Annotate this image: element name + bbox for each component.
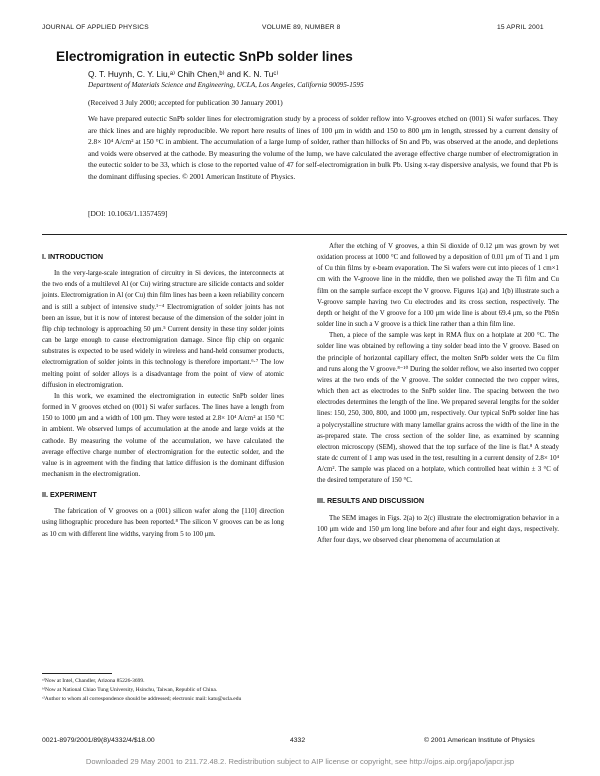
experiment-paragraph-3: Then, a piece of the sample was kept in RMA flux on a hotplate at 200 °C. The solder line was obtained by reflowing a tiny solder bead into the V groove. Based on the principle of horizontal capillary effect, the molten SnPb solder wets the Cu film and runs along the V groove.⁸⁻¹⁰ During the solder reflow, we also inserted two copper wires at the two ends of the V groove. The solder connected the two copper wires, which then act as electrodes to the SnPb solder line. The spacing between the two electrodes determines the length of the line. We prepared several lengths for the solder lines: 150, 250, 300, 800, and 1000 μm, respectively. Our typical SnPb solder line has a polycrystalline structure with many lamellar grains across the width of the line in the as-prepared state. The cross section of the solder line, as examined by scanning electron microscopy (SEM), showed that the top surface of the line is flat.⁸ A steady state dc current of 1 amp was used in the test, resulting in a current density of 2.8× 10⁴ A/cm². The sample was placed on a hotplate, which controlled heat within ± 3 °C of the desired temperature of 150 °C. xyxy=(317,331,559,485)
affiliation: Department of Materials Science and Engineering, UCLA, Los Angeles, California 90095-1595 xyxy=(88,81,364,89)
footnote-b: ᵇ⁾Now at National Chiao Tung University, Hsinchu, Taiwan, Republic of China. xyxy=(42,686,218,693)
journal-name: JOURNAL OF APPLIED PHYSICS xyxy=(42,24,149,31)
page-number: 4332 xyxy=(290,737,306,744)
article-title: Electromigration in eutectic SnPb solder lines xyxy=(56,49,353,64)
header-divider xyxy=(42,234,567,235)
section-heading-introduction: I. INTRODUCTION xyxy=(42,252,104,261)
intro-paragraph-1: In the very-large-scale integration of circuitry in Si devices, the interconnects at the two ends of a multilevel Al (or Cu) wiring structure are silicide contacts and solder joints. Electromigration in Al (or Cu) thin film lines has been a keen reliability concern and is still a subject of intensive study.¹⁻⁴ Electromigration of solder joints has not been an issue, but it is now of interest because of the dimension of the solder joint in flip chip technology is approaching 50 μm.⁵ Current density in these tiny solder joints can be large enough to cause electromigration damage. Since flip chip on organic substrates is expected to be used widely in wireless and hand-held consumer products, electromigration of solder joints in this technology is therefore important.⁶·⁷ The low melting point of solder alloys is a disadvantage from the point of view of atomic diffusion in electromigration. xyxy=(42,269,284,389)
results-paragraph-1: The SEM images in Figs. 2(a) to 2(c) illustrate the electromigration behavior in a 100 μm wide and 150 μm long line before and after four and eight days, respectively. After four days, we observed clear phenomena of accumulation at xyxy=(317,513,559,544)
experiment-paragraph-1: The fabrication of V grooves on a (001) silicon wafer along the [110] direction using lithographic procedure has been reported.⁸ The silicon V grooves can be as long as 10 cm with different line widths, varying from 5 to 100 μm. xyxy=(42,507,284,538)
footnote-a: ᵃ⁾Now at Intel, Chandler, Arizona 85226-3699. xyxy=(42,678,145,684)
volume-number: VOLUME 89, NUMBER 8 xyxy=(262,24,341,31)
footnote-divider xyxy=(42,673,112,674)
intro-paragraph-2: In this work, we examined the electromigration in eutectic SnPb solder lines formed in V grooves etched on (001) Si wafer surfaces. The lines have a length from 150 to 1000 μm and a width of 100 μm. They were tested at 2.8× 10⁴ A/cm² at 150 °C in ambient. We observed lumps of accumulation at the anode and large voids at the cathode. By measuring the volume of the accumulation, we have calculated the average effective charge number of electromigration for the eutectic solder, and the value is in agreement with the finding that lattice diffusion is the dominant diffusion mechanism in the electromigration. xyxy=(42,391,284,478)
footnote-c: ᶜ⁾Author to whom all correspondence should be addressed; electronic mail: katu@ucla.edu xyxy=(42,695,242,702)
footer-issn: 0021-8979/2001/89(8)/4332/4/$18.00 xyxy=(42,737,155,744)
footnotes xyxy=(42,678,284,704)
section-heading-experiment: II. EXPERIMENT xyxy=(42,490,97,500)
experiment-paragraph-2: After the etching of V grooves, a thin Si dioxide of 0.12 μm was grown by wet oxidation process at 1000 °C and followed by a deposition of 0.01 μm of Ti and 1 μm of Cu thin films by e-beam evaporation. The Si wafers were cut into pieces of 1 cm×1 cm with the V-groove line in the middle, then we polished away the Ti film and Cu film on the sample surface except the V groove. Figures 1(a) and 1(b) illustrate such a V-groove sample having two Cu electrodes and its cross section, respectively. The depth or height of the V groove for a 100 μm wide line is about 69.4 μm, so the PbSn solder line in such a V groove is a thick line rather than a thin film line. xyxy=(317,242,559,329)
issue-date: 15 APRIL 2001 xyxy=(497,24,544,31)
author-list: Q. T. Huynh, C. Y. Liu,ᵃ⁾ Chih Chen,ᵇ⁾ and K. N. Tuᶜ⁾ xyxy=(88,69,279,79)
section-heading-results: III. RESULTS AND DISCUSSION xyxy=(317,496,425,506)
footer-copyright: © 2001 American Institute of Physics xyxy=(424,737,535,744)
right-column xyxy=(317,241,559,546)
received-dates: (Received 3 July 2000; accepted for publication 30 January 2001) xyxy=(88,98,283,107)
download-notice: Downloaded 29 May 2001 to 211.72.48.2. Redistribution subject to AIP license or copyright, see http://ojps.aip.org/japo/japcr.jsp xyxy=(85,757,515,766)
left-column xyxy=(42,251,284,540)
abstract: We have prepared eutectic SnPb solder lines for electromigration study by a process of solder reflow into V-grooves etched on (001) Si wafer surfaces. They are thick lines and are highly reproducible. We report here results of lines of 100 μm in width and 150 to 800 μm in length, stressed by a current density of 2.8× 10⁴ A/cm² at 150 °C in ambient. The accumulation of a large lump of solder, rather than hillocks of Sn and Pb, was observed at the anode, and depletions and voids were observed at the cathode. By measuring the volume of the lump, we have calculated the average effective charge number of electromigration in the eutectic solder to be 33, which is close to the reported value of 47 for self-electromigration in bulk Pb. Using x-ray dispersive analysis, we found that Pb is the dominant diffusing species. © 2001 American Institute of Physics. xyxy=(88,114,558,181)
doi-link[interactable]: [DOI: 10.1063/1.1357459] xyxy=(88,209,168,218)
